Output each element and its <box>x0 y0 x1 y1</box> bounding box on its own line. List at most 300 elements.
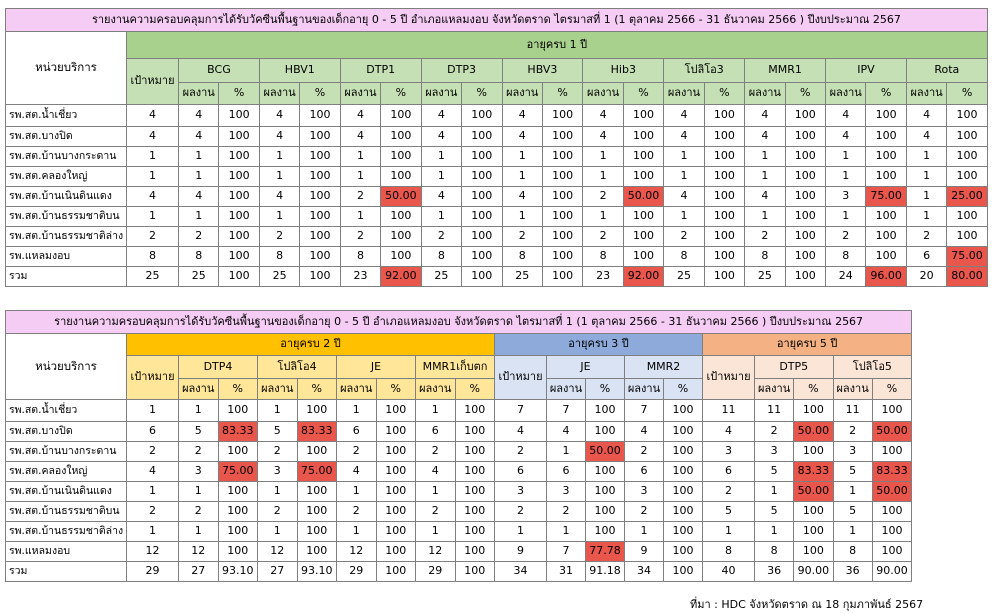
vaccine-header: HBV3 <box>502 59 583 83</box>
target-cell: 11 <box>703 400 755 422</box>
percent-cell: 100 <box>623 167 663 187</box>
result-header: ผลงาน <box>179 83 219 105</box>
vaccine-header: Rota <box>906 59 987 83</box>
percent-cell: 90.00 <box>872 562 911 582</box>
service-unit-name: รพ.แหลมงอบ <box>6 247 127 267</box>
result-cell: 1 <box>340 167 380 187</box>
target-cell: 2 <box>495 502 547 522</box>
result-cell: 2 <box>421 227 461 247</box>
percent-cell: 100 <box>455 502 495 522</box>
target-cell: 4 <box>127 462 179 482</box>
result-cell: 2 <box>258 502 298 522</box>
percent-cell: 100 <box>542 227 582 247</box>
result-cell: 2 <box>259 227 299 247</box>
percent-cell: 83.33 <box>218 422 258 442</box>
percent-cell: 100 <box>381 147 421 167</box>
target-cell: 1 <box>127 147 179 167</box>
percent-cell: 100 <box>947 227 987 247</box>
percent-cell: 100 <box>542 267 582 287</box>
percent-cell: 100 <box>866 147 906 167</box>
age5-header: อายุครบ 5 ปี <box>703 334 912 356</box>
result-header: ผลงาน <box>547 379 586 400</box>
result-cell: 4 <box>745 127 785 147</box>
target-cell: 1 <box>495 522 547 542</box>
percent-header: % <box>866 83 906 105</box>
result-cell: 1 <box>755 482 794 502</box>
percent-cell: 100 <box>300 147 340 167</box>
result-cell: 4 <box>259 105 299 127</box>
percent-cell: 75.00 <box>297 462 337 482</box>
result-cell: 5 <box>755 502 794 522</box>
result-cell: 1 <box>340 147 380 167</box>
table-title: รายงานความครอบคลุมการได้รับวัคซีนพื้นฐานของเด็กอายุ 0 - 5 ปี อำเภอแหลมงอบ จังหวัดตราด ไตรมาสที่ 1 (1 ตุลาคม 2566 - 31 ธันวาคม 2566 ) ปีงบประมาณ 2567 <box>6 311 912 334</box>
result-cell: 1 <box>745 167 785 187</box>
target-header: เป้าหมาย <box>495 356 547 400</box>
percent-cell: 100 <box>376 502 416 522</box>
table-row <box>6 442 912 462</box>
percent-cell: 77.78 <box>586 542 625 562</box>
result-cell: 2 <box>745 227 785 247</box>
result-cell: 1 <box>625 522 664 542</box>
percent-cell: 100 <box>381 105 421 127</box>
result-cell: 1 <box>547 522 586 542</box>
percent-cell: 100 <box>376 562 416 582</box>
percent-cell: 100 <box>300 187 340 207</box>
percent-cell: 100 <box>297 442 337 462</box>
percent-cell: 100 <box>462 247 502 267</box>
percent-cell: 100 <box>586 482 625 502</box>
result-cell: 8 <box>833 542 872 562</box>
target-cell: 2 <box>127 502 179 522</box>
target-header: เป้าหมาย <box>703 356 755 400</box>
result-cell: 25 <box>421 267 461 287</box>
percent-cell: 100 <box>586 502 625 522</box>
result-cell: 2 <box>755 422 794 442</box>
result-cell: 5 <box>179 422 219 442</box>
result-cell: 25 <box>745 267 785 287</box>
result-cell: 2 <box>906 227 946 247</box>
percent-cell: 100 <box>947 167 987 187</box>
target-cell: 25 <box>127 267 179 287</box>
vaccine-header: BCG <box>179 59 260 83</box>
target-cell: 6 <box>703 462 755 482</box>
table-row <box>6 267 988 287</box>
percent-cell: 100 <box>462 167 502 187</box>
target-header: เป้าหมาย <box>127 59 179 105</box>
percent-cell: 100 <box>664 442 703 462</box>
result-cell: 1 <box>337 400 377 422</box>
result-cell: 8 <box>179 247 219 267</box>
result-cell: 4 <box>906 105 946 127</box>
percent-cell: 100 <box>704 267 744 287</box>
result-cell: 3 <box>826 187 866 207</box>
result-header: ผลงาน <box>337 379 377 400</box>
result-cell: 5 <box>833 462 872 482</box>
result-cell: 8 <box>664 247 704 267</box>
percent-cell: 100 <box>704 127 744 147</box>
percent-cell: 100 <box>455 462 495 482</box>
table-row <box>6 400 912 422</box>
percent-cell: 100 <box>785 187 825 207</box>
result-cell: 4 <box>179 127 219 147</box>
percent-cell: 100 <box>218 400 258 422</box>
vaccine-header: โปลิโอ4 <box>258 356 337 379</box>
result-header: ผลงาน <box>745 83 785 105</box>
result-cell: 1 <box>258 482 298 502</box>
result-header: ผลงาน <box>259 83 299 105</box>
percent-cell: 93.10 <box>218 562 258 582</box>
vaccine-header: HBV1 <box>259 59 340 83</box>
result-cell: 4 <box>421 105 461 127</box>
result-cell: 1 <box>826 207 866 227</box>
percent-cell: 83.33 <box>794 462 833 482</box>
percent-cell: 100 <box>866 167 906 187</box>
result-cell: 2 <box>833 422 872 442</box>
percent-cell: 100 <box>704 207 744 227</box>
age3-header: อายุครบ 3 ปี <box>495 334 703 356</box>
result-header: ผลงาน <box>258 379 298 400</box>
service-unit-header: หน่วยบริการ <box>6 32 127 105</box>
vaccine-header: JE <box>547 356 625 379</box>
percent-cell: 100 <box>866 127 906 147</box>
result-cell: 12 <box>258 542 298 562</box>
percent-cell: 100 <box>872 502 911 522</box>
percent-cell: 100 <box>947 207 987 227</box>
percent-cell: 50.00 <box>794 482 833 502</box>
result-cell: 25 <box>179 267 219 287</box>
percent-cell: 100 <box>664 400 703 422</box>
percent-cell: 100 <box>381 207 421 227</box>
result-cell: 1 <box>502 147 542 167</box>
percent-cell: 100 <box>586 522 625 542</box>
percent-header: % <box>376 379 416 400</box>
percent-cell: 100 <box>462 105 502 127</box>
percent-cell: 75.00 <box>218 462 258 482</box>
result-cell: 1 <box>755 522 794 542</box>
target-cell: 1 <box>127 400 179 422</box>
percent-cell: 100 <box>794 522 833 542</box>
percent-cell: 75.00 <box>866 187 906 207</box>
result-cell: 6 <box>547 462 586 482</box>
target-cell: 6 <box>127 422 179 442</box>
service-unit-name: รพ.สต.บ้านเนินดินแดง <box>6 187 127 207</box>
percent-cell: 100 <box>664 522 703 542</box>
percent-cell: 100 <box>218 522 258 542</box>
percent-cell: 100 <box>297 522 337 542</box>
result-cell: 2 <box>179 442 219 462</box>
percent-cell: 100 <box>462 207 502 227</box>
result-cell: 1 <box>179 482 219 502</box>
result-cell: 11 <box>833 400 872 422</box>
result-cell: 23 <box>340 267 380 287</box>
percent-cell: 100 <box>872 442 911 462</box>
result-cell: 2 <box>826 227 866 247</box>
percent-cell: 100 <box>462 187 502 207</box>
age2-header: อายุครบ 2 ปี <box>127 334 495 356</box>
target-cell: 2 <box>703 482 755 502</box>
table-row <box>6 462 912 482</box>
percent-cell: 100 <box>376 482 416 502</box>
target-cell: 1 <box>127 207 179 227</box>
percent-cell: 100 <box>219 127 259 147</box>
result-cell: 6 <box>625 462 664 482</box>
target-cell: 9 <box>495 542 547 562</box>
percent-cell: 100 <box>542 105 582 127</box>
vaccine-header: DTP4 <box>179 356 258 379</box>
result-cell: 1 <box>745 207 785 227</box>
result-header: ผลงาน <box>416 379 456 400</box>
result-cell: 4 <box>745 187 785 207</box>
service-unit-name: รวม <box>6 562 127 582</box>
result-cell: 8 <box>502 247 542 267</box>
percent-header: % <box>462 83 502 105</box>
percent-header: % <box>704 83 744 105</box>
percent-cell: 100 <box>623 127 663 147</box>
result-cell: 2 <box>258 442 298 462</box>
percent-cell: 75.00 <box>947 247 987 267</box>
target-cell: 2 <box>127 442 179 462</box>
percent-cell: 100 <box>218 502 258 522</box>
target-cell: 1 <box>127 522 179 542</box>
percent-cell: 100 <box>381 167 421 187</box>
percent-cell: 100 <box>219 247 259 267</box>
percent-cell: 100 <box>218 442 258 462</box>
percent-cell: 100 <box>219 105 259 127</box>
result-cell: 1 <box>416 482 456 502</box>
service-unit-name: รพ.สต.บ้านธรรมชาติบน <box>6 207 127 227</box>
result-cell: 7 <box>547 400 586 422</box>
service-unit-name: รพ.สต.บ้านธรรมชาติล่าง <box>6 522 127 542</box>
percent-cell: 100 <box>542 127 582 147</box>
percent-cell: 100 <box>300 105 340 127</box>
percent-cell: 100 <box>455 542 495 562</box>
target-cell: 34 <box>495 562 547 582</box>
percent-cell: 100 <box>623 105 663 127</box>
result-header: ผลงาน <box>826 83 866 105</box>
vaccine-header: MMR1เก็บตก <box>416 356 495 379</box>
result-cell: 1 <box>502 207 542 227</box>
percent-cell: 91.18 <box>586 562 625 582</box>
target-cell: 4 <box>495 422 547 442</box>
result-cell: 2 <box>416 502 456 522</box>
result-cell: 2 <box>416 442 456 462</box>
vaccine-header: MMR1 <box>745 59 826 83</box>
result-cell: 25 <box>664 267 704 287</box>
percent-cell: 50.00 <box>381 187 421 207</box>
percent-cell: 100 <box>664 502 703 522</box>
percent-cell: 100 <box>219 167 259 187</box>
result-header: ผลงาน <box>833 379 872 400</box>
result-cell: 3 <box>625 482 664 502</box>
target-cell: 6 <box>495 462 547 482</box>
result-cell: 1 <box>906 187 946 207</box>
percent-cell: 100 <box>785 247 825 267</box>
result-cell: 1 <box>745 147 785 167</box>
result-cell: 2 <box>502 227 542 247</box>
percent-cell: 100 <box>219 267 259 287</box>
service-unit-name: รพ.สต.น้ำเชี่ยว <box>6 105 127 127</box>
percent-cell: 100 <box>455 400 495 422</box>
result-cell: 8 <box>259 247 299 267</box>
result-cell: 1 <box>906 167 946 187</box>
result-cell: 1 <box>826 167 866 187</box>
age-group-header: อายุครบ 1 ปี <box>127 32 988 59</box>
result-cell: 3 <box>179 462 219 482</box>
percent-cell: 100 <box>542 167 582 187</box>
result-cell: 1 <box>833 522 872 542</box>
percent-cell: 100 <box>866 247 906 267</box>
result-cell: 34 <box>625 562 664 582</box>
percent-cell: 100 <box>785 147 825 167</box>
result-cell: 24 <box>826 267 866 287</box>
result-cell: 1 <box>502 167 542 187</box>
service-unit-name: รพ.สต.บ้านบางกระดาน <box>6 147 127 167</box>
percent-cell: 100 <box>300 167 340 187</box>
percent-cell: 100 <box>297 502 337 522</box>
result-cell: 6 <box>416 422 456 442</box>
coverage-table-age2-3-5 <box>5 310 912 582</box>
result-cell: 1 <box>906 207 946 227</box>
percent-cell: 100 <box>623 247 663 267</box>
result-cell: 2 <box>625 442 664 462</box>
vaccine-header: DTP1 <box>340 59 421 83</box>
percent-cell: 92.00 <box>381 267 421 287</box>
percent-cell: 100 <box>586 400 625 422</box>
result-header: ผลงาน <box>906 83 946 105</box>
result-cell: 2 <box>340 187 380 207</box>
percent-cell: 90.00 <box>794 562 833 582</box>
vaccine-header: DTP5 <box>755 356 834 379</box>
result-cell: 20 <box>906 267 946 287</box>
result-cell: 1 <box>664 207 704 227</box>
percent-cell: 100 <box>947 105 987 127</box>
service-unit-name: รพ.สต.คลองใหญ่ <box>6 462 127 482</box>
result-cell: 29 <box>416 562 456 582</box>
table-row <box>6 542 912 562</box>
percent-cell: 100 <box>542 207 582 227</box>
result-cell: 1 <box>258 522 298 542</box>
result-cell: 1 <box>583 167 623 187</box>
service-unit-name: รพ.สต.บ้านธรรมชาติบน <box>6 502 127 522</box>
percent-header: % <box>664 379 703 400</box>
percent-cell: 100 <box>219 227 259 247</box>
percent-cell: 100 <box>455 562 495 582</box>
percent-cell: 92.00 <box>623 267 663 287</box>
table-row <box>6 562 912 582</box>
result-cell: 3 <box>258 462 298 482</box>
percent-cell: 100 <box>462 227 502 247</box>
result-cell: 1 <box>179 400 219 422</box>
percent-cell: 50.00 <box>586 442 625 462</box>
percent-cell: 50.00 <box>794 422 833 442</box>
result-cell: 7 <box>625 400 664 422</box>
percent-cell: 100 <box>785 267 825 287</box>
percent-header: % <box>872 379 911 400</box>
percent-cell: 100 <box>300 267 340 287</box>
percent-cell: 100 <box>462 127 502 147</box>
table-title: รายงานความครอบคลุมการได้รับวัคซีนพื้นฐานของเด็กอายุ 0 - 5 ปี อำเภอแหลมงอบ จังหวัดตราด ไตรมาสที่ 1 (1 ตุลาคม 2566 - 31 ธันวาคม 2566 ) ปีงบประมาณ 2567 <box>6 9 988 32</box>
result-cell: 4 <box>259 187 299 207</box>
result-header: ผลงาน <box>421 83 461 105</box>
service-unit-name: รพ.สต.บางปิด <box>6 422 127 442</box>
result-cell: 1 <box>416 522 456 542</box>
percent-cell: 100 <box>455 522 495 542</box>
percent-cell: 50.00 <box>872 422 911 442</box>
percent-cell: 100 <box>664 542 703 562</box>
percent-cell: 100 <box>623 207 663 227</box>
target-header: เป้าหมาย <box>127 356 179 400</box>
vaccine-header: โปลิโอ3 <box>664 59 745 83</box>
percent-header: % <box>218 379 258 400</box>
percent-header: % <box>219 83 259 105</box>
percent-cell: 100 <box>455 442 495 462</box>
result-cell: 2 <box>337 442 377 462</box>
percent-cell: 100 <box>794 442 833 462</box>
service-unit-name: รพ.สต.คลองใหญ่ <box>6 167 127 187</box>
percent-cell: 100 <box>623 147 663 167</box>
result-cell: 1 <box>340 207 380 227</box>
percent-cell: 100 <box>218 542 258 562</box>
result-cell: 4 <box>340 105 380 127</box>
percent-cell: 100 <box>794 400 833 422</box>
coverage-table-age1 <box>5 8 988 287</box>
percent-header: % <box>381 83 421 105</box>
result-cell: 1 <box>826 147 866 167</box>
result-cell: 9 <box>625 542 664 562</box>
result-header: ผลงาน <box>502 83 542 105</box>
result-cell: 11 <box>755 400 794 422</box>
percent-cell: 100 <box>866 105 906 127</box>
result-cell: 12 <box>416 542 456 562</box>
percent-header: % <box>297 379 337 400</box>
percent-cell: 100 <box>376 422 416 442</box>
target-cell: 2 <box>127 227 179 247</box>
percent-cell: 50.00 <box>872 482 911 502</box>
vaccine-header: DTP3 <box>421 59 502 83</box>
result-cell: 12 <box>337 542 377 562</box>
target-cell: 12 <box>127 542 179 562</box>
result-cell: 4 <box>340 127 380 147</box>
service-unit-header: หน่วยบริการ <box>6 334 127 400</box>
percent-cell: 100 <box>219 207 259 227</box>
result-cell: 36 <box>833 562 872 582</box>
result-cell: 4 <box>547 422 586 442</box>
result-cell: 1 <box>337 522 377 542</box>
table-row <box>6 227 988 247</box>
result-cell: 2 <box>340 227 380 247</box>
result-cell: 29 <box>337 562 377 582</box>
result-cell: 8 <box>340 247 380 267</box>
result-cell: 2 <box>179 502 219 522</box>
target-cell: 1 <box>127 167 179 187</box>
percent-cell: 100 <box>785 127 825 147</box>
result-cell: 2 <box>664 227 704 247</box>
table-row <box>6 105 988 127</box>
result-cell: 2 <box>583 187 623 207</box>
result-cell: 8 <box>755 542 794 562</box>
percent-cell: 100 <box>381 227 421 247</box>
percent-cell: 100 <box>623 227 663 247</box>
percent-cell: 100 <box>785 105 825 127</box>
service-unit-name: รพ.สต.บางปิด <box>6 127 127 147</box>
result-cell: 3 <box>547 482 586 502</box>
result-cell: 2 <box>583 227 623 247</box>
percent-cell: 100 <box>300 247 340 267</box>
percent-cell: 100 <box>462 267 502 287</box>
result-cell: 4 <box>583 105 623 127</box>
result-cell: 4 <box>179 187 219 207</box>
result-cell: 2 <box>337 502 377 522</box>
